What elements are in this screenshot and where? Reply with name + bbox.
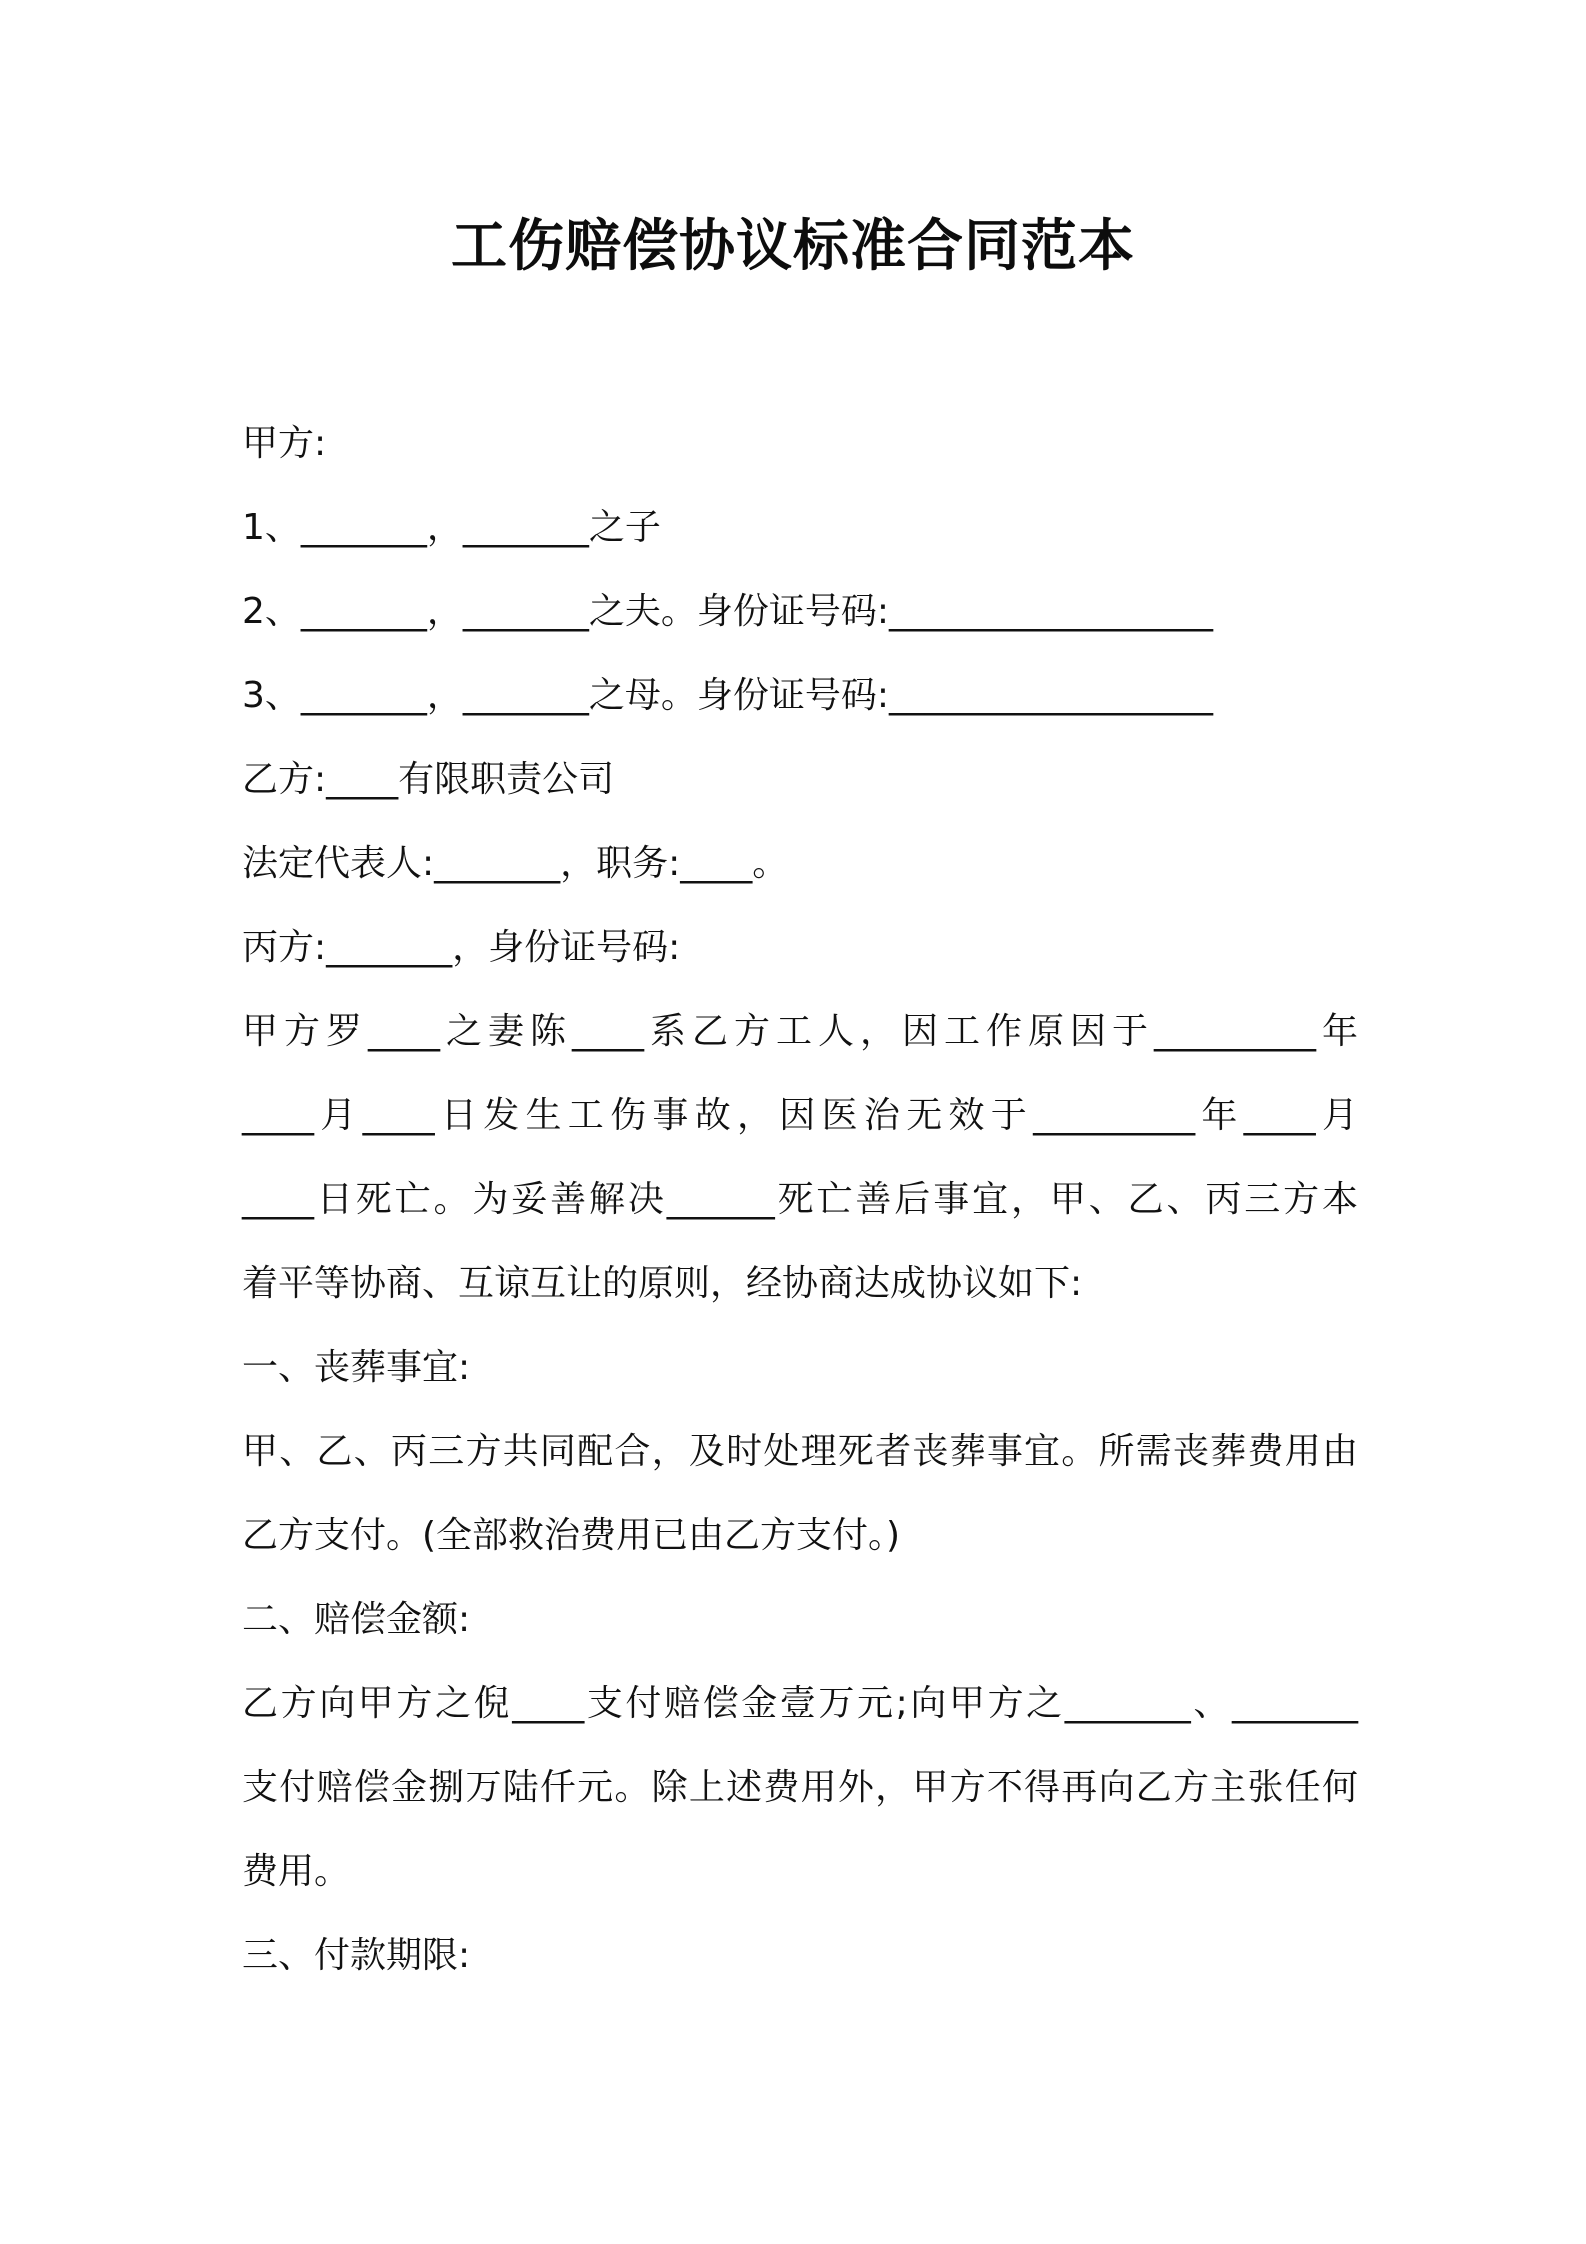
- document-body: [242, 402, 1358, 1998]
- paragraph-line: 支付赔偿金捌万陆仟元。除上述费用外，甲方不得再向乙方主张任何: [242, 1767, 1358, 1808]
- party-a-item-1: 1、_______，_______之子: [242, 507, 661, 548]
- paragraph-line: 乙方向甲方之倪____支付赔偿金壹万元;向甲方之_______、_______: [242, 1683, 1358, 1724]
- paragraph-line: 乙方支付。(全部救治费用已由乙方支付。): [242, 1515, 901, 1556]
- paragraph-line: 费用。: [242, 1851, 351, 1892]
- paragraph-line: ____月____日发生工伤事故，因医治无效于_________年____月: [242, 1095, 1358, 1136]
- section-heading-compensation: 二、赔偿金额:: [242, 1599, 471, 1640]
- legal-representative-line: 法定代表人:_______，职务:____。: [242, 843, 789, 884]
- party-a-item-2: 2、_______，_______之夫。身份证号码:__________________: [242, 591, 1214, 632]
- party-a-item-3: 3、_______，_______之母。身份证号码:__________________: [242, 675, 1214, 716]
- party-c-line: 丙方:_______，身份证号码:: [242, 927, 681, 968]
- party-b-line: 乙方:____有限职责公司: [242, 759, 615, 800]
- party-a-heading: 甲方:: [242, 423, 327, 464]
- section-heading-funeral: 一、丧葬事宜:: [242, 1347, 471, 1388]
- paragraph-line: 着平等协商、互谅互让的原则，经协商达成协议如下:: [242, 1263, 1083, 1304]
- paragraph-line: ____日死亡。为妥善解决______死亡善后事宜，甲、乙、丙三方本: [242, 1179, 1358, 1220]
- paragraph-line: 甲方罗____之妻陈____系乙方工人，因工作原因于_________年: [242, 1011, 1358, 1052]
- paragraph-line: 甲、乙、丙三方共同配合，及时处理死者丧葬事宜。所需丧葬费用由: [242, 1431, 1358, 1472]
- document-title: 工伤赔偿协议标准合同范本: [451, 214, 1135, 279]
- section-heading-payment-term: 三、付款期限:: [242, 1935, 471, 1976]
